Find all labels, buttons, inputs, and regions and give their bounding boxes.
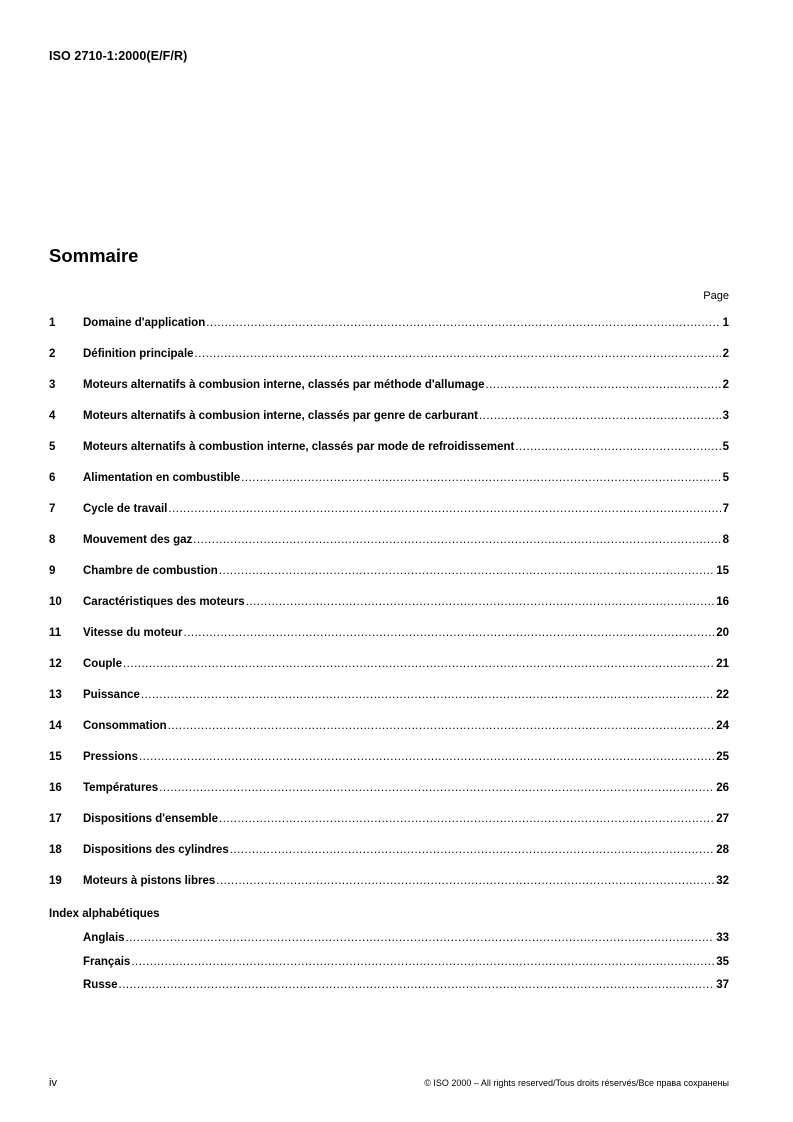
toc-entry-label: Alimentation en combustible <box>83 472 241 484</box>
toc-entry-label: Domaine d'application <box>83 317 206 329</box>
document-id: ISO 2710-1:2000(E/F/R) <box>49 49 188 63</box>
dot-leader <box>159 782 714 794</box>
dot-leader <box>219 565 714 577</box>
toc-entry-page: 8 <box>722 534 729 546</box>
toc-entry-label: Couple <box>83 658 122 670</box>
toc-entry[interactable] <box>49 410 729 441</box>
toc-entry-label: Températures <box>83 782 159 794</box>
toc-entry-page: 27 <box>716 813 729 825</box>
toc-entry-number: 1 <box>49 317 56 329</box>
index-entry-label: Russe <box>83 979 118 991</box>
toc-entry-label: Moteurs alternatifs à combustion interne, classés par mode de refroidissement <box>83 441 515 453</box>
toc-entry-page: 7 <box>722 503 729 515</box>
toc-entry-label: Moteurs alternatifs à combusion interne, classés par méthode d'allumage <box>83 379 485 391</box>
dot-leader <box>193 534 720 546</box>
index-entry[interactable] <box>49 956 729 980</box>
toc-entry-page: 2 <box>722 379 729 391</box>
toc-entry[interactable] <box>49 534 729 565</box>
toc-entry[interactable] <box>49 658 729 689</box>
toc-entry-page: 26 <box>716 782 729 794</box>
index-heading: Index alphabétiques <box>49 908 160 920</box>
toc-entry-number: 2 <box>49 348 56 360</box>
dot-leader <box>246 596 715 608</box>
page-column-label: Page <box>703 290 729 302</box>
toc-entry-page: 20 <box>716 627 729 639</box>
toc-entry-page: 22 <box>716 689 729 701</box>
toc-entry-page: 28 <box>716 844 729 856</box>
dot-leader <box>216 875 714 887</box>
toc-entry[interactable] <box>49 844 729 875</box>
toc-entry-number: 3 <box>49 379 56 391</box>
dot-leader <box>206 317 720 329</box>
dot-leader <box>241 472 720 484</box>
toc-entry-number: 13 <box>49 689 62 701</box>
toc-entry[interactable] <box>49 348 729 379</box>
toc-entry-number: 7 <box>49 503 56 515</box>
dot-leader <box>219 813 714 825</box>
toc-entry-label: Caractéristiques des moteurs <box>83 596 245 608</box>
toc-entry-page: 1 <box>722 317 729 329</box>
toc-entry-number: 15 <box>49 751 62 763</box>
toc-entry-number: 18 <box>49 844 62 856</box>
toc-entry-label: Dispositions d'ensemble <box>83 813 219 825</box>
dot-leader <box>184 627 715 639</box>
toc-title: Sommaire <box>49 245 139 266</box>
dot-leader <box>168 503 720 515</box>
toc-entry[interactable] <box>49 751 729 782</box>
toc-entry-number: 8 <box>49 534 56 546</box>
toc-entry-number: 12 <box>49 658 62 670</box>
toc-entry-page: 24 <box>716 720 729 732</box>
index-entry[interactable] <box>49 979 729 1003</box>
toc-entry-number: 19 <box>49 875 62 887</box>
toc-entry-label: Moteurs alternatifs à combusion interne, classés par genre de carburant <box>83 410 478 422</box>
toc-entry-number: 6 <box>49 472 56 484</box>
toc-entry-page: 5 <box>722 441 729 453</box>
toc-entry[interactable] <box>49 596 729 627</box>
toc-entry[interactable] <box>49 565 729 596</box>
toc-entry-page: 32 <box>716 875 729 887</box>
toc-entry-label: Vitesse du moteur <box>83 627 183 639</box>
index-entry-page: 35 <box>716 955 729 968</box>
index-entry-page: 37 <box>716 979 729 991</box>
index-entry[interactable] <box>49 932 729 956</box>
dot-leader <box>141 689 714 701</box>
dot-leader <box>119 979 715 991</box>
toc-entry-page: 5 <box>722 472 729 484</box>
toc-entry-page: 3 <box>722 410 729 422</box>
toc-entry[interactable] <box>49 782 729 813</box>
dot-leader <box>230 844 714 856</box>
toc-entry[interactable] <box>49 472 729 503</box>
toc-entry-number: 14 <box>49 720 62 732</box>
dot-leader <box>486 379 721 391</box>
index-entry-label: Français <box>83 955 131 968</box>
footer-page-number: iv <box>49 1077 57 1089</box>
dot-leader <box>515 441 720 453</box>
toc-entry[interactable] <box>49 689 729 720</box>
toc-entry-label: Cycle de travail <box>83 503 168 515</box>
toc-entry-page: 15 <box>716 565 729 577</box>
toc-entry-number: 9 <box>49 565 56 577</box>
dot-leader <box>139 751 714 763</box>
dot-leader <box>131 956 714 968</box>
footer-copyright: © ISO 2000 – All rights reserved/Tous droits réservés/Все права сохранены <box>424 1078 729 1088</box>
toc-entry[interactable] <box>49 875 729 906</box>
toc-entry-number: 17 <box>49 813 62 825</box>
toc-entry-page: 25 <box>716 751 729 763</box>
toc-entry-label: Puissance <box>83 689 140 701</box>
toc-entry-label: Pressions <box>83 751 138 763</box>
dot-leader <box>168 720 715 732</box>
toc-entry[interactable] <box>49 317 729 348</box>
toc-entry-label: Chambre de combustion <box>83 565 218 577</box>
toc-entry[interactable] <box>49 441 729 472</box>
index-entry-page: 33 <box>716 932 729 944</box>
toc-entry[interactable] <box>49 379 729 410</box>
toc-entry[interactable] <box>49 720 729 751</box>
dot-leader <box>195 348 721 360</box>
toc-entry-number: 4 <box>49 410 56 422</box>
toc-entry-label: Définition principale <box>83 348 194 360</box>
dot-leader <box>479 410 721 422</box>
toc-entry-label: Moteurs à pistons libres <box>83 875 216 887</box>
toc-entry-number: 16 <box>49 782 62 794</box>
toc-entry-number: 5 <box>49 441 56 453</box>
toc-entry-page: 21 <box>716 658 729 670</box>
dot-leader <box>126 932 715 944</box>
toc-entry-page: 2 <box>722 348 729 360</box>
toc-entry-number: 10 <box>49 596 62 608</box>
toc-entry-page: 16 <box>716 596 729 608</box>
toc-entry-label: Consommation <box>83 720 167 732</box>
dot-leader <box>123 658 714 670</box>
toc-list <box>49 317 729 1003</box>
toc-entry-number: 11 <box>49 627 62 639</box>
toc-entry-label: Mouvement des gaz <box>83 534 193 546</box>
toc-entry[interactable] <box>49 503 729 534</box>
toc-entry-label: Dispositions des cylindres <box>83 844 229 856</box>
toc-entry[interactable] <box>49 627 729 658</box>
index-entry-label: Anglais <box>83 932 125 944</box>
toc-entry[interactable] <box>49 813 729 844</box>
